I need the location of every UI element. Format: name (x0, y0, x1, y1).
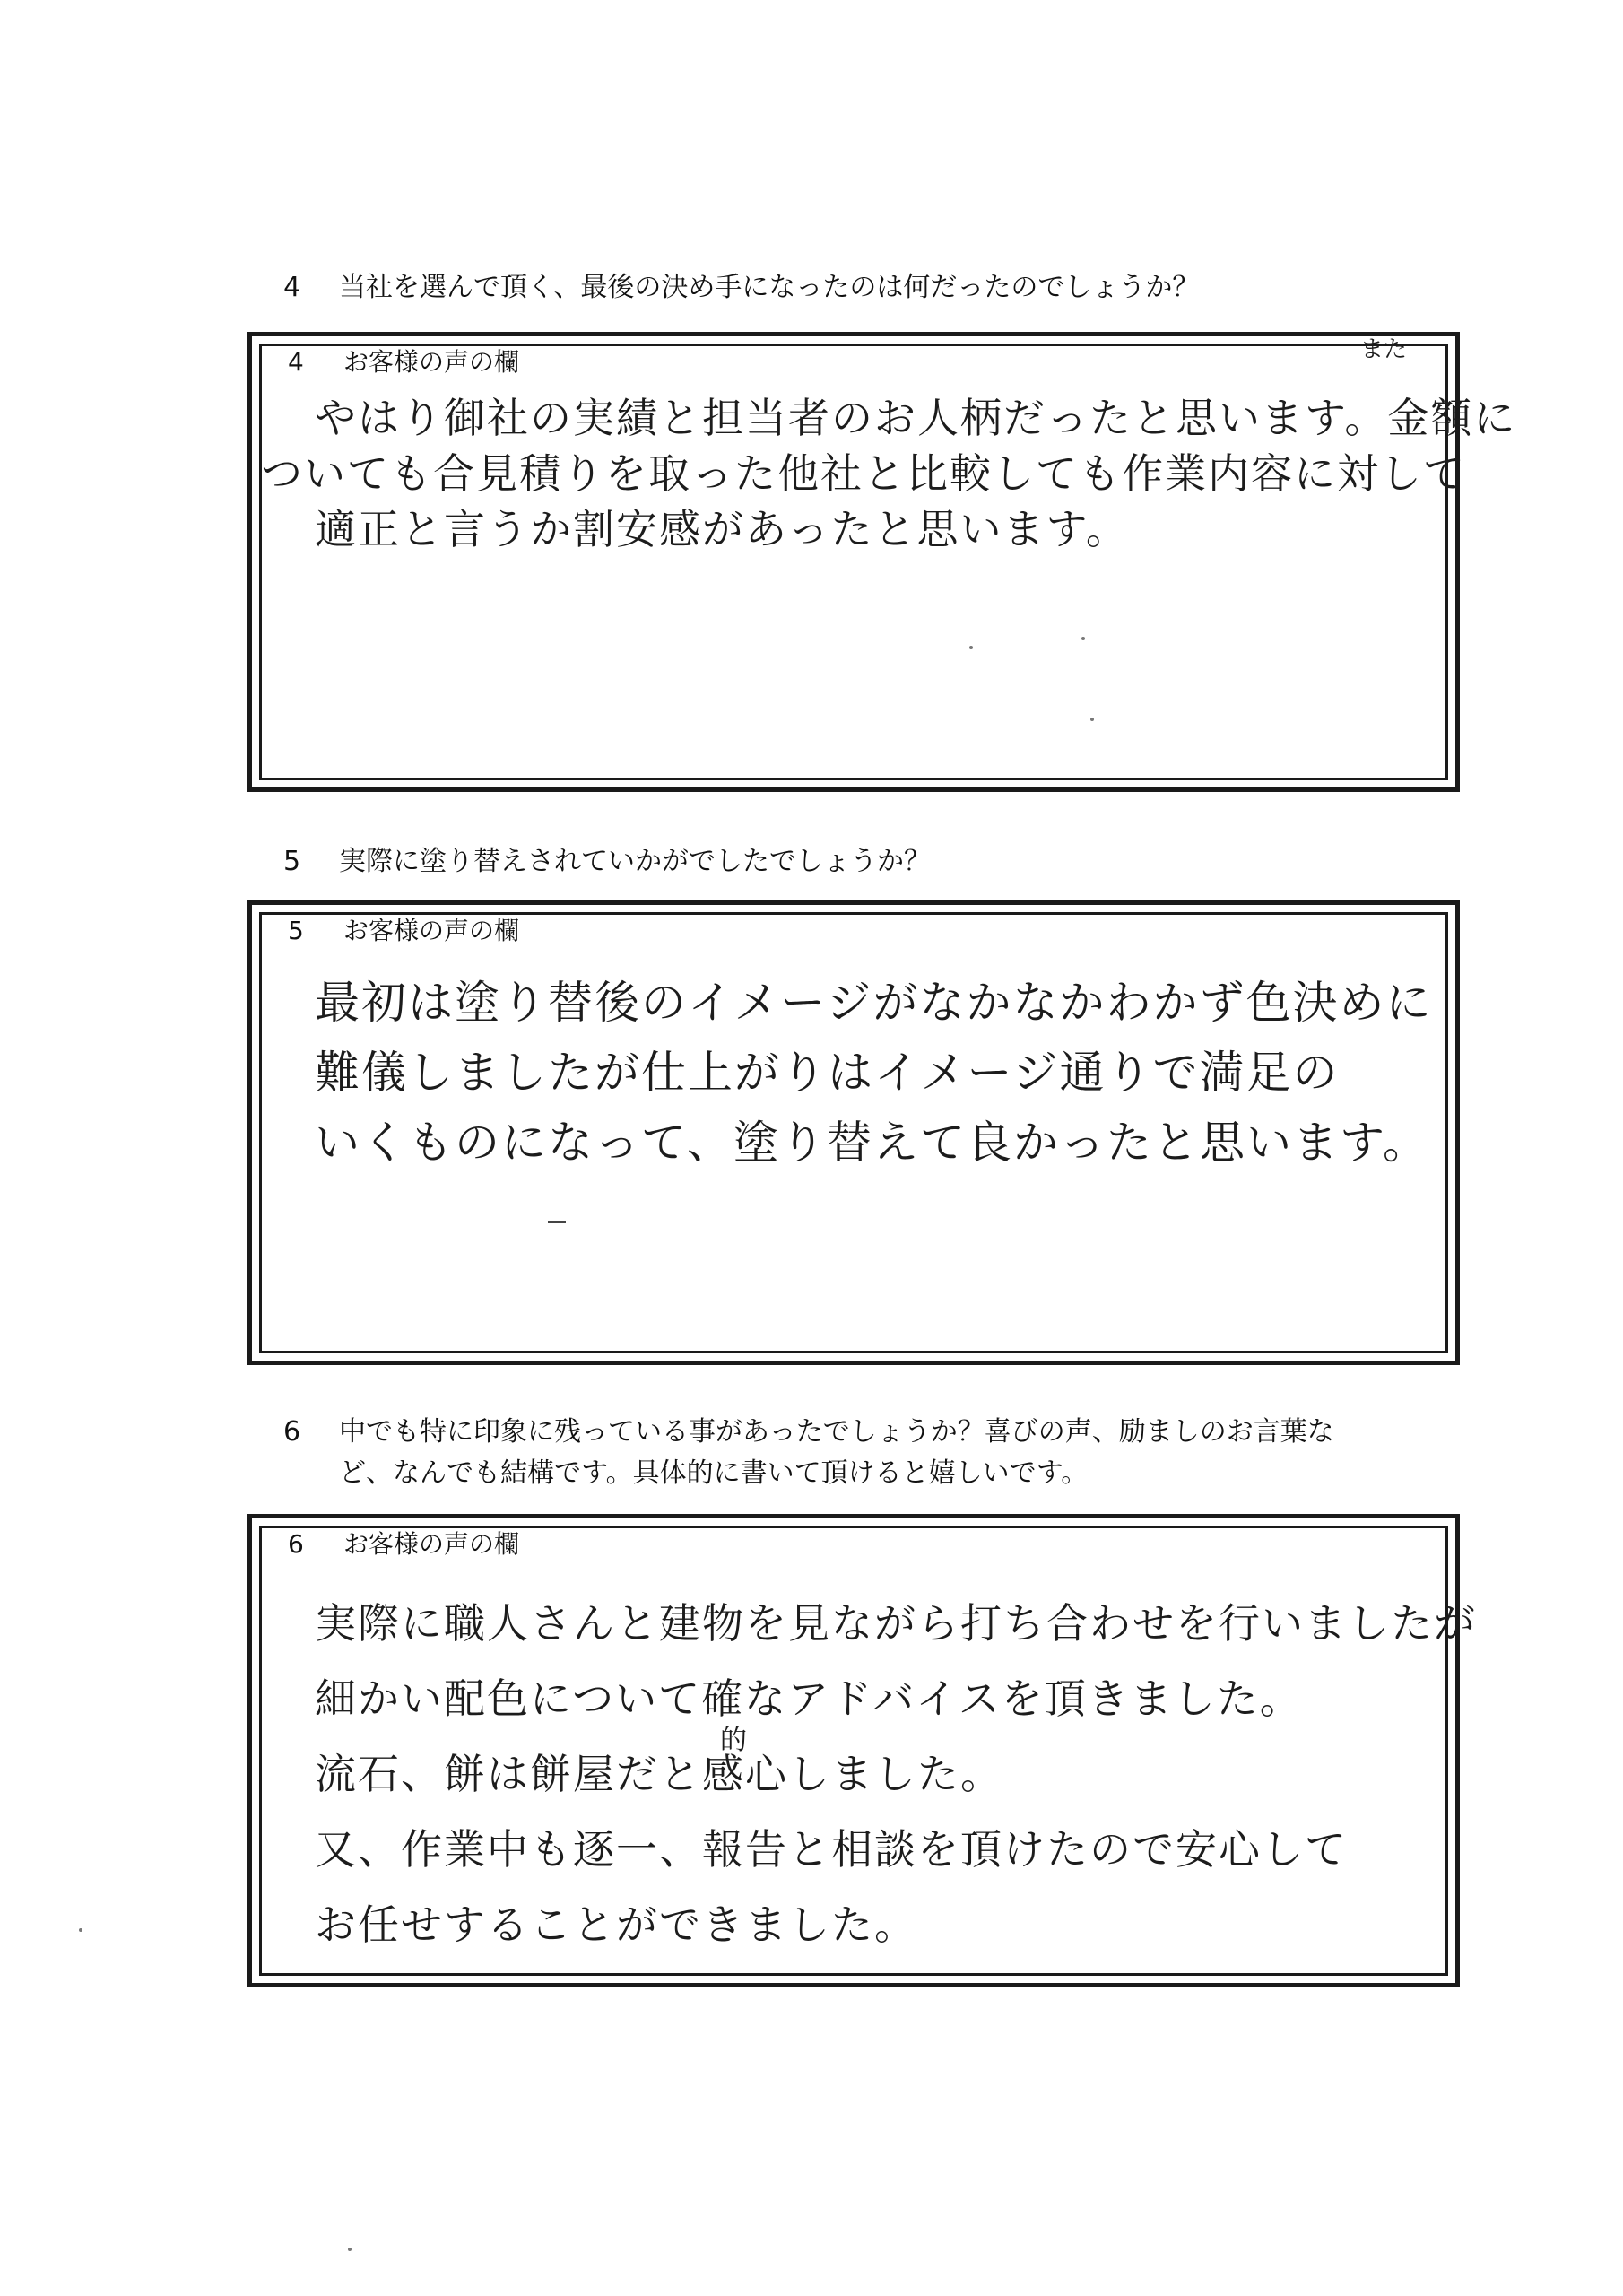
question-6-text (339, 1412, 1449, 1494)
answer-6-line-1: 実際に職人さんと建物を見ながら打ち合わせを行いましたが (315, 1599, 1477, 1648)
answer-box-6-label-text: お客様の声の欄 (343, 1529, 520, 1559)
question-6 (283, 1412, 1449, 1494)
scan-speck (79, 1928, 82, 1932)
answer-4-handwriting (261, 390, 1517, 557)
scan-dash (548, 1221, 566, 1223)
answer-box-4-label-text: お客様の声の欄 (343, 347, 520, 377)
question-6-text-line-1: 中でも特に印象に残っている事があったでしょうか？喜びの声、励ましのお言葉な (339, 1416, 1334, 1448)
answer-4-line-3: 適正と言うか割安感があったと思います。 (315, 505, 1129, 553)
answer-6-handwriting (315, 1586, 1477, 1962)
answer-5-handwriting (315, 968, 1433, 1178)
answer-box-4-label (288, 347, 519, 378)
answer-6-line-3: 流石、餅は餅屋だと感心しました。 (315, 1750, 1003, 1798)
answer-box-6-label-number: 6 (288, 1529, 304, 1559)
answer-box-4 (247, 332, 1517, 792)
question-5-text: 実際に塗り替えされていかがでしたでしょうか？ (339, 846, 931, 877)
answer-4-line-1: やはり御社の実績と担当者のお人柄だったと思います。金額に (315, 394, 1517, 442)
answer-4-annotation: また (1360, 336, 1408, 363)
scan-speck (1081, 637, 1085, 640)
answer-box-5-label (288, 916, 519, 946)
answer-box-6-label (288, 1529, 519, 1560)
answer-box-5 (247, 900, 1460, 1365)
scan-speck (1090, 718, 1094, 721)
scan-speck (969, 646, 973, 649)
answer-box-5-label-text: お客様の声の欄 (343, 916, 520, 945)
answer-6-line-2: 細かい配色について確なアドバイスを頂きました。 (315, 1674, 1303, 1723)
answer-5-line-1: 最初は塗り替後のイメージがなかなかわかず色決めに (315, 977, 1433, 1029)
answer-box-6 (247, 1514, 1477, 1987)
answer-4-line-2: ついても合見積りを取った他社と比較しても作業内容に対して (261, 449, 1466, 498)
answer-6-line-4: 又、作業中も逐一、報告と相談を頂けたので安心して (315, 1825, 1348, 1874)
answer-6-line-5: お任せすることができました。 (315, 1900, 917, 1949)
question-4-number: 4 (283, 272, 301, 303)
question-5-number: 5 (283, 846, 301, 877)
question-6-number: 6 (283, 1416, 301, 1448)
question-4-text: 当社を選んで頂く、最後の決め手になったのは何だったのでしょうか？ (339, 272, 1200, 303)
scan-speck (348, 2248, 352, 2251)
answer-5-line-3: いくものになって、塗り替えて良かったと思います。 (315, 1117, 1429, 1169)
question-6-text-line-2: ど、なんでも結構です。具体的に書いて頂けると嬉しいです。 (339, 1457, 1089, 1489)
answer-6-annotation: 的 (720, 1725, 747, 1756)
question-4 (283, 267, 1449, 309)
question-5 (283, 841, 1449, 883)
answer-box-4-label-number: 4 (288, 347, 304, 377)
answer-5-line-2: 難儀しましたが仕上がりはイメージ通りで満足の (315, 1047, 1340, 1099)
answer-box-5-label-number: 5 (288, 916, 304, 945)
